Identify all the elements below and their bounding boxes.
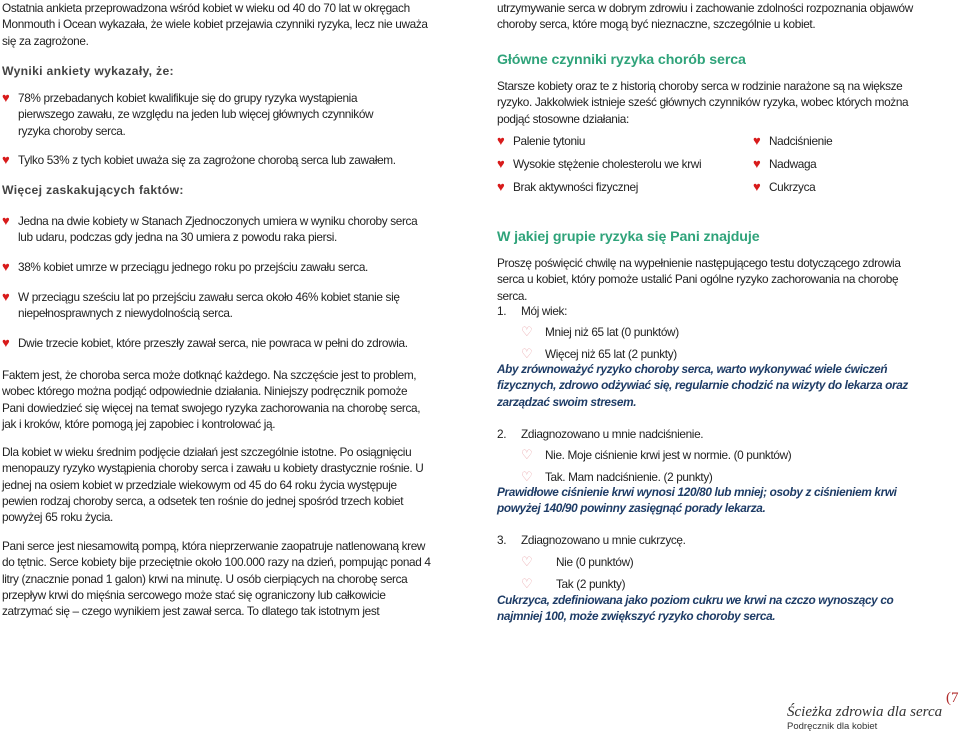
list-item: ♥ Jedna na dwie kobiety w Stanach Zjednoczonych umiera w wyniku choroby serca lub udaru, podczas gdy jedna na 30 umiera z powodu raka piersi. (2, 213, 418, 245)
list-item: ♥ Nadwaga (753, 156, 817, 171)
footer-subtitle: Podręcznik dla kobiet (787, 721, 878, 732)
heart-outline-icon: ♡ (521, 576, 533, 591)
list-item: ♥ Cukrzyca (753, 179, 816, 194)
list-item: ♥ Nadciśnienie (753, 133, 833, 148)
heart-icon: ♥ (2, 259, 10, 274)
heart-icon: ♥ (497, 133, 505, 148)
list-item: ♥ Tylko 53% z tych kobiet uważa się za zagrożone chorobą serca lub zawałem. (2, 152, 396, 167)
risk-factors-heading: Główne czynniki ryzyka chorób serca (497, 52, 746, 68)
list-item: ♥ 78% przebadanych kobiet kwalifikuje się do grupy ryzyka wystąpienia pierwszego zawału, ze względu na jeden lub więcej głównych czynników ryzyka choroby serca. (2, 90, 374, 138)
facts-heading: Więcej zaskakujących faktów: (2, 183, 184, 197)
question-number: 2. (497, 427, 507, 441)
heart-icon: ♥ (2, 152, 10, 167)
answer-option[interactable]: Nie. Moje ciśnienie krwi jest w normie. (0 punktów) (545, 448, 792, 462)
risk-group-heading: W jakiej grupie ryzyka się Pani znajduje (497, 229, 760, 245)
heart-outline-icon: ♡ (521, 554, 533, 569)
heart-icon: ♥ (497, 156, 505, 171)
risk-intro: Starsze kobiety oraz te z historią choroby serca w rodzinie narażone są na większe ryzyko. Jakkolwiek istnieje sześć głównych czynników ryzyka, wobec których można podjąć stosowne działania: (497, 79, 909, 126)
question-note: Cukrzyca, zdefiniowana jako poziom cukru we krwi na czczo wynoszący co najmniej 100, może zwiększyć ryzyko choroby serca. (497, 593, 894, 624)
intro-paragraph: Ostatnia ankieta przeprowadzona wśród kobiet w wieku od 40 do 70 lat w okręgach Monmouth i Ocean wykazała, że wiele kobiet przejawia czynniki ryzyka, lecz nie uważa się za zagrożone. (2, 1, 428, 48)
question-note: Aby zrównoważyć ryzyko choroby serca, warto wykonywać wiele ćwiczeń fizycznych, zdrowo odżywiać się, regularnie chodzić na wizyty do lekarza oraz zarządzać swoim stresem. (497, 362, 908, 409)
heart-icon: ♥ (753, 156, 761, 171)
question-label: Mój wiek: (521, 304, 568, 318)
heart-icon: ♥ (2, 90, 10, 105)
heart-icon: ♥ (753, 179, 761, 194)
heart-outline-icon: ♡ (521, 469, 533, 484)
results-heading: Wyniki ankiety wykazały, że: (2, 64, 174, 78)
heart-icon: ♥ (2, 335, 10, 350)
question-number: 1. (497, 304, 507, 318)
answer-option[interactable]: Mniej niż 65 lat (0 punktów) (545, 325, 679, 339)
body-paragraph: Faktem jest, że choroba serca może dotknąć każdego. Na szczęście jest to problem, wobec którego można podjąć odpowiednie działania. Niniejszy podręcznik pomoże Pani dowiedzieć się więcej na temat swojego ryzyka zachorowania na chorobę serca, jak i kroków, które pomogą jej zapobiec i kontrolować ją. (2, 368, 421, 431)
answer-option[interactable]: Tak. Mam nadciśnienie. (2 punkty) (545, 470, 713, 484)
answer-option[interactable]: Nie (0 punktów) (556, 555, 634, 569)
list-item: ♥ Palenie tytoniu (497, 133, 586, 148)
page-number: (7 (946, 690, 959, 706)
question-number: 3. (497, 533, 507, 547)
answer-option[interactable]: Więcej niż 65 lat (2 punkty) (545, 347, 677, 361)
list-item: ♥ W przeciągu sześciu lat po przejściu zawału serca około 46% kobiet stanie się niepełnosprawnych z niewydolnością serca. (2, 289, 400, 321)
answer-option[interactable]: Tak (2 punkty) (556, 577, 626, 591)
body-paragraph: Pani serce jest niesamowitą pompą, która nieprzerwanie zaopatruje natlenowaną krew do tętnic. Serce kobiety bije przeciętnie około 100.000 razy na dzień, pompując ponad 4 litry (znacznie ponad 1 galon) krwi na minutę. U osób cierpiących na chorobę serca przepływ krwi do mięśnia sercowego może stać się ograniczony lub całkowicie zatrzymać się – czego wynikiem jest zawał serca. To dlatego tak istotnym jest (2, 539, 431, 619)
heart-outline-icon: ♡ (521, 447, 533, 462)
list-item: ♥ Brak aktywności fizycznej (497, 179, 638, 194)
quiz-intro: Proszę poświęcić chwilę na wypełnienie następującego testu dotyczącego zdrowia serca u kobiet, który pomoże ustalić Pani ogólne ryzyko zachorowania na chorobę serca. (497, 256, 901, 303)
heart-icon: ♥ (2, 289, 10, 304)
list-item: ♥ Wysokie stężenie cholesterolu we krwi (497, 156, 702, 171)
footer-title: Ścieżka zdrowia dla serca (787, 704, 943, 720)
intro-paragraph: utrzymywanie serca w dobrym zdrowiu i zachowanie zdolności rozpoznania objawów choroby serca, które mogą być nieznaczne, szczególnie u kobiet. (497, 1, 913, 32)
heart-outline-icon: ♡ (521, 324, 533, 339)
heart-icon: ♥ (753, 133, 761, 148)
question-note: Prawidłowe ciśnienie krwi wynosi 120/80 lub mniej; osoby z ciśnieniem krwi powyżej 140/90 powinny zasięgnąć porady lekarza. (497, 485, 897, 516)
body-paragraph: Dla kobiet w wieku średnim podjęcie działań jest szczególnie istotne. Po osiągnięciu menopauzy ryzyko wystąpienia choroby serca i zawału u kobiety drastycznie rośnie. U jednej na osiem kobiet w przedziale wiekowym od 45 do 64 roku życia występuje pewien rodzaj choroby serca, a odsetek ten rośnie do jednej spośród trzech kobiet powyżej 65 roku życia. (2, 445, 424, 525)
question-label: Zdiagnozowano u mnie nadciśnienie. (521, 427, 704, 441)
heart-icon: ♥ (2, 213, 10, 228)
list-item: ♥ 38% kobiet umrze w przeciągu jednego roku po przejściu zawału serca. (2, 259, 368, 274)
heart-outline-icon: ♡ (521, 346, 533, 361)
question-label: Zdiagnozowano u mnie cukrzycę. (521, 533, 686, 547)
list-item: ♥ Dwie trzecie kobiet, które przeszły zawał serca, nie powraca w pełni do zdrowia. (2, 335, 408, 350)
heart-icon: ♥ (497, 179, 505, 194)
